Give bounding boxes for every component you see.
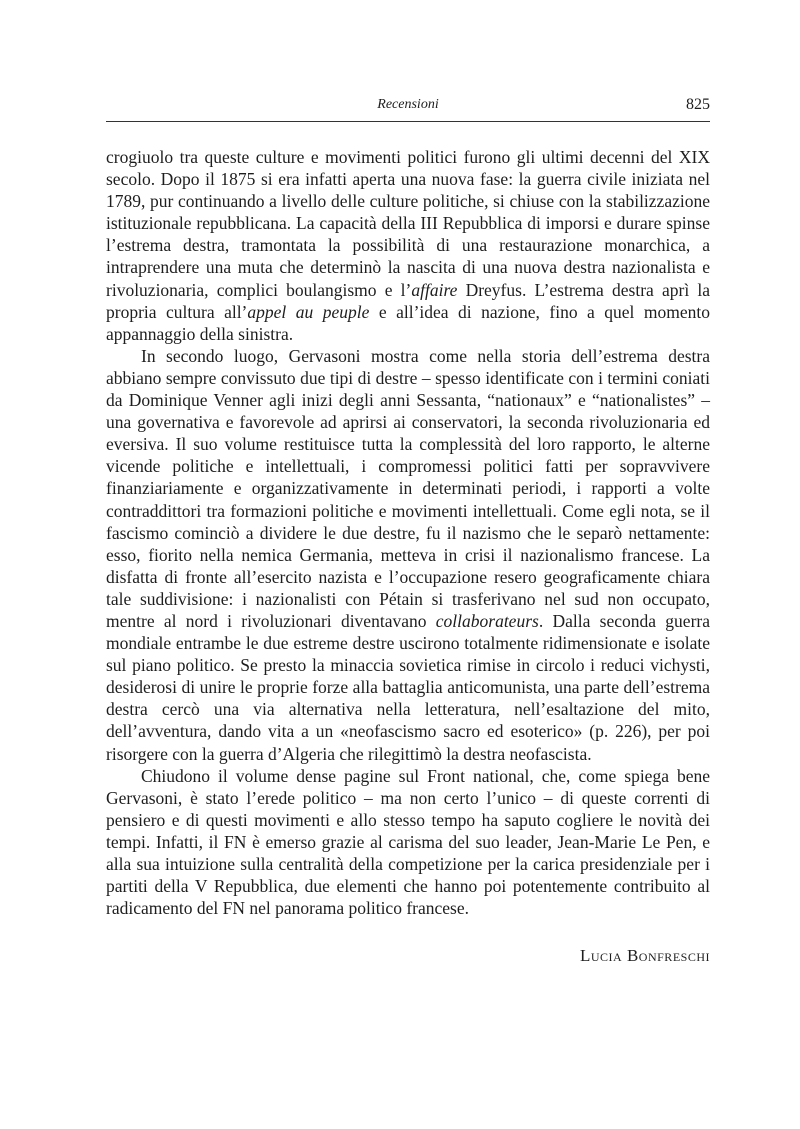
author-signature: Lucia Bonfreschi [580,946,710,965]
paragraph-2 [106,345,710,765]
paragraph-1-italic-appel: appel au peuple [247,301,370,322]
paragraph-2-text-c: . Dalla seconda guerra mondiale entrambe le due estreme destre uscirono totalmente ridimensionate e isolate sul piano politico. Se presto la minaccia sovietica rimise in circolo i reduci vichysti, desiderosi di unire le proprie forze alla battaglia anticomunista, una parte dell’estrema destra cercò una via alternativa nella letteratura, nell’esaltazione del mito, dell’avventura, dando vita a un «neofascismo sacro ed esoterico» (p. 226), per poi risorgere con la guerra d’Algeria che rilegittimò la destra neofascista. [106,610,710,764]
paragraph-3: Chiudono il volume dense pagine sul Front national, che, come spiega bene Gervasoni, è stato l’erede politico – ma non certo l’unico – di queste correnti di pensiero e di questi movimenti e allo stesso tempo ha saputo cogliere le novità dei tempi. Infatti, il FN è emerso grazie al carisma del suo leader, Jean-Marie Le Pen, e alla sua intuizione sulla centralità della competizione per la carica presidenziale per i partiti della V Repubblica, due elementi che hanno poi potentemente contribuito al radicamento del FN nel panorama politico francese. [106,765,710,919]
paragraph-1-text-a: crogiuolo tra queste culture e movimenti politici furono gli ultimi decenni del XIX secolo. Dopo il 1875 si era infatti aperta una nuova fase: la guerra civile iniziata nel 1789, pur continuando a livello delle culture politiche, si chiuse con la stabilizzazione istituzionale repubblicana. La capacità della III Repubblica di imporsi e durare spinse l’estrema destra, tramontata la possibilità di una restaurazione monarchica, a intraprendere una muta che determinò la nascita di una nuova destra nazionalista e rivoluzionaria, complici boulangismo e l’ [106,147,710,300]
paragraph-1-italic-affaire: affaire [411,279,458,300]
running-title: Recensioni [377,97,439,112]
paragraph-1-text-c: Dreyfus. L’estrema destra aprì la propria cultura all’ [106,279,710,322]
paragraph-2-text-a: In secondo luogo, Gervasoni mostra come nella storia dell’estrema destra abbiano sempre convissuto due tipi di destre – spesso identificate con i termini coniati da Dominique Venner agli inizi degli anni Sessanta, “nationaux” e “nationalistes” – una governativa e favorevole ad aprirsi ai conservatori, la seconda rivoluzionaria ed eversiva. Il suo volume restituisce tutta la complessità del loro rapporto, le alterne vicende politiche e intellettuali, i compromessi politici fatti per sopravvivere finanziariamente e organizzativamente in determinati periodi, i rapporti a volte contraddittori tra formazioni politiche e movimenti intellettuali. Come egli nota, se il fascismo cominciò a dividere le due destre, fu il nazismo che le separò nettamente: esso, fiorito nella nemica Germania, metteva in crisi il nazionalismo francese. La disfatta di fronte all’esercito nazista e l’occupazione resero geograficamente chiara tale suddivisione: i nazionalisti con Pétain si trasferivano nel sud non occupato, mentre al nord i rivoluzionari diventavano [106,345,710,631]
paragraph-1 [106,146,710,345]
paragraph-1-text-e: e all’idea di nazione, fino a quel momento appannaggio della sinistra. [106,301,710,344]
paragraph-2-italic-collaborateurs: collaborateurs [435,610,539,631]
running-head [106,95,710,122]
page-number: 825 [686,96,710,113]
review-body [106,146,710,919]
